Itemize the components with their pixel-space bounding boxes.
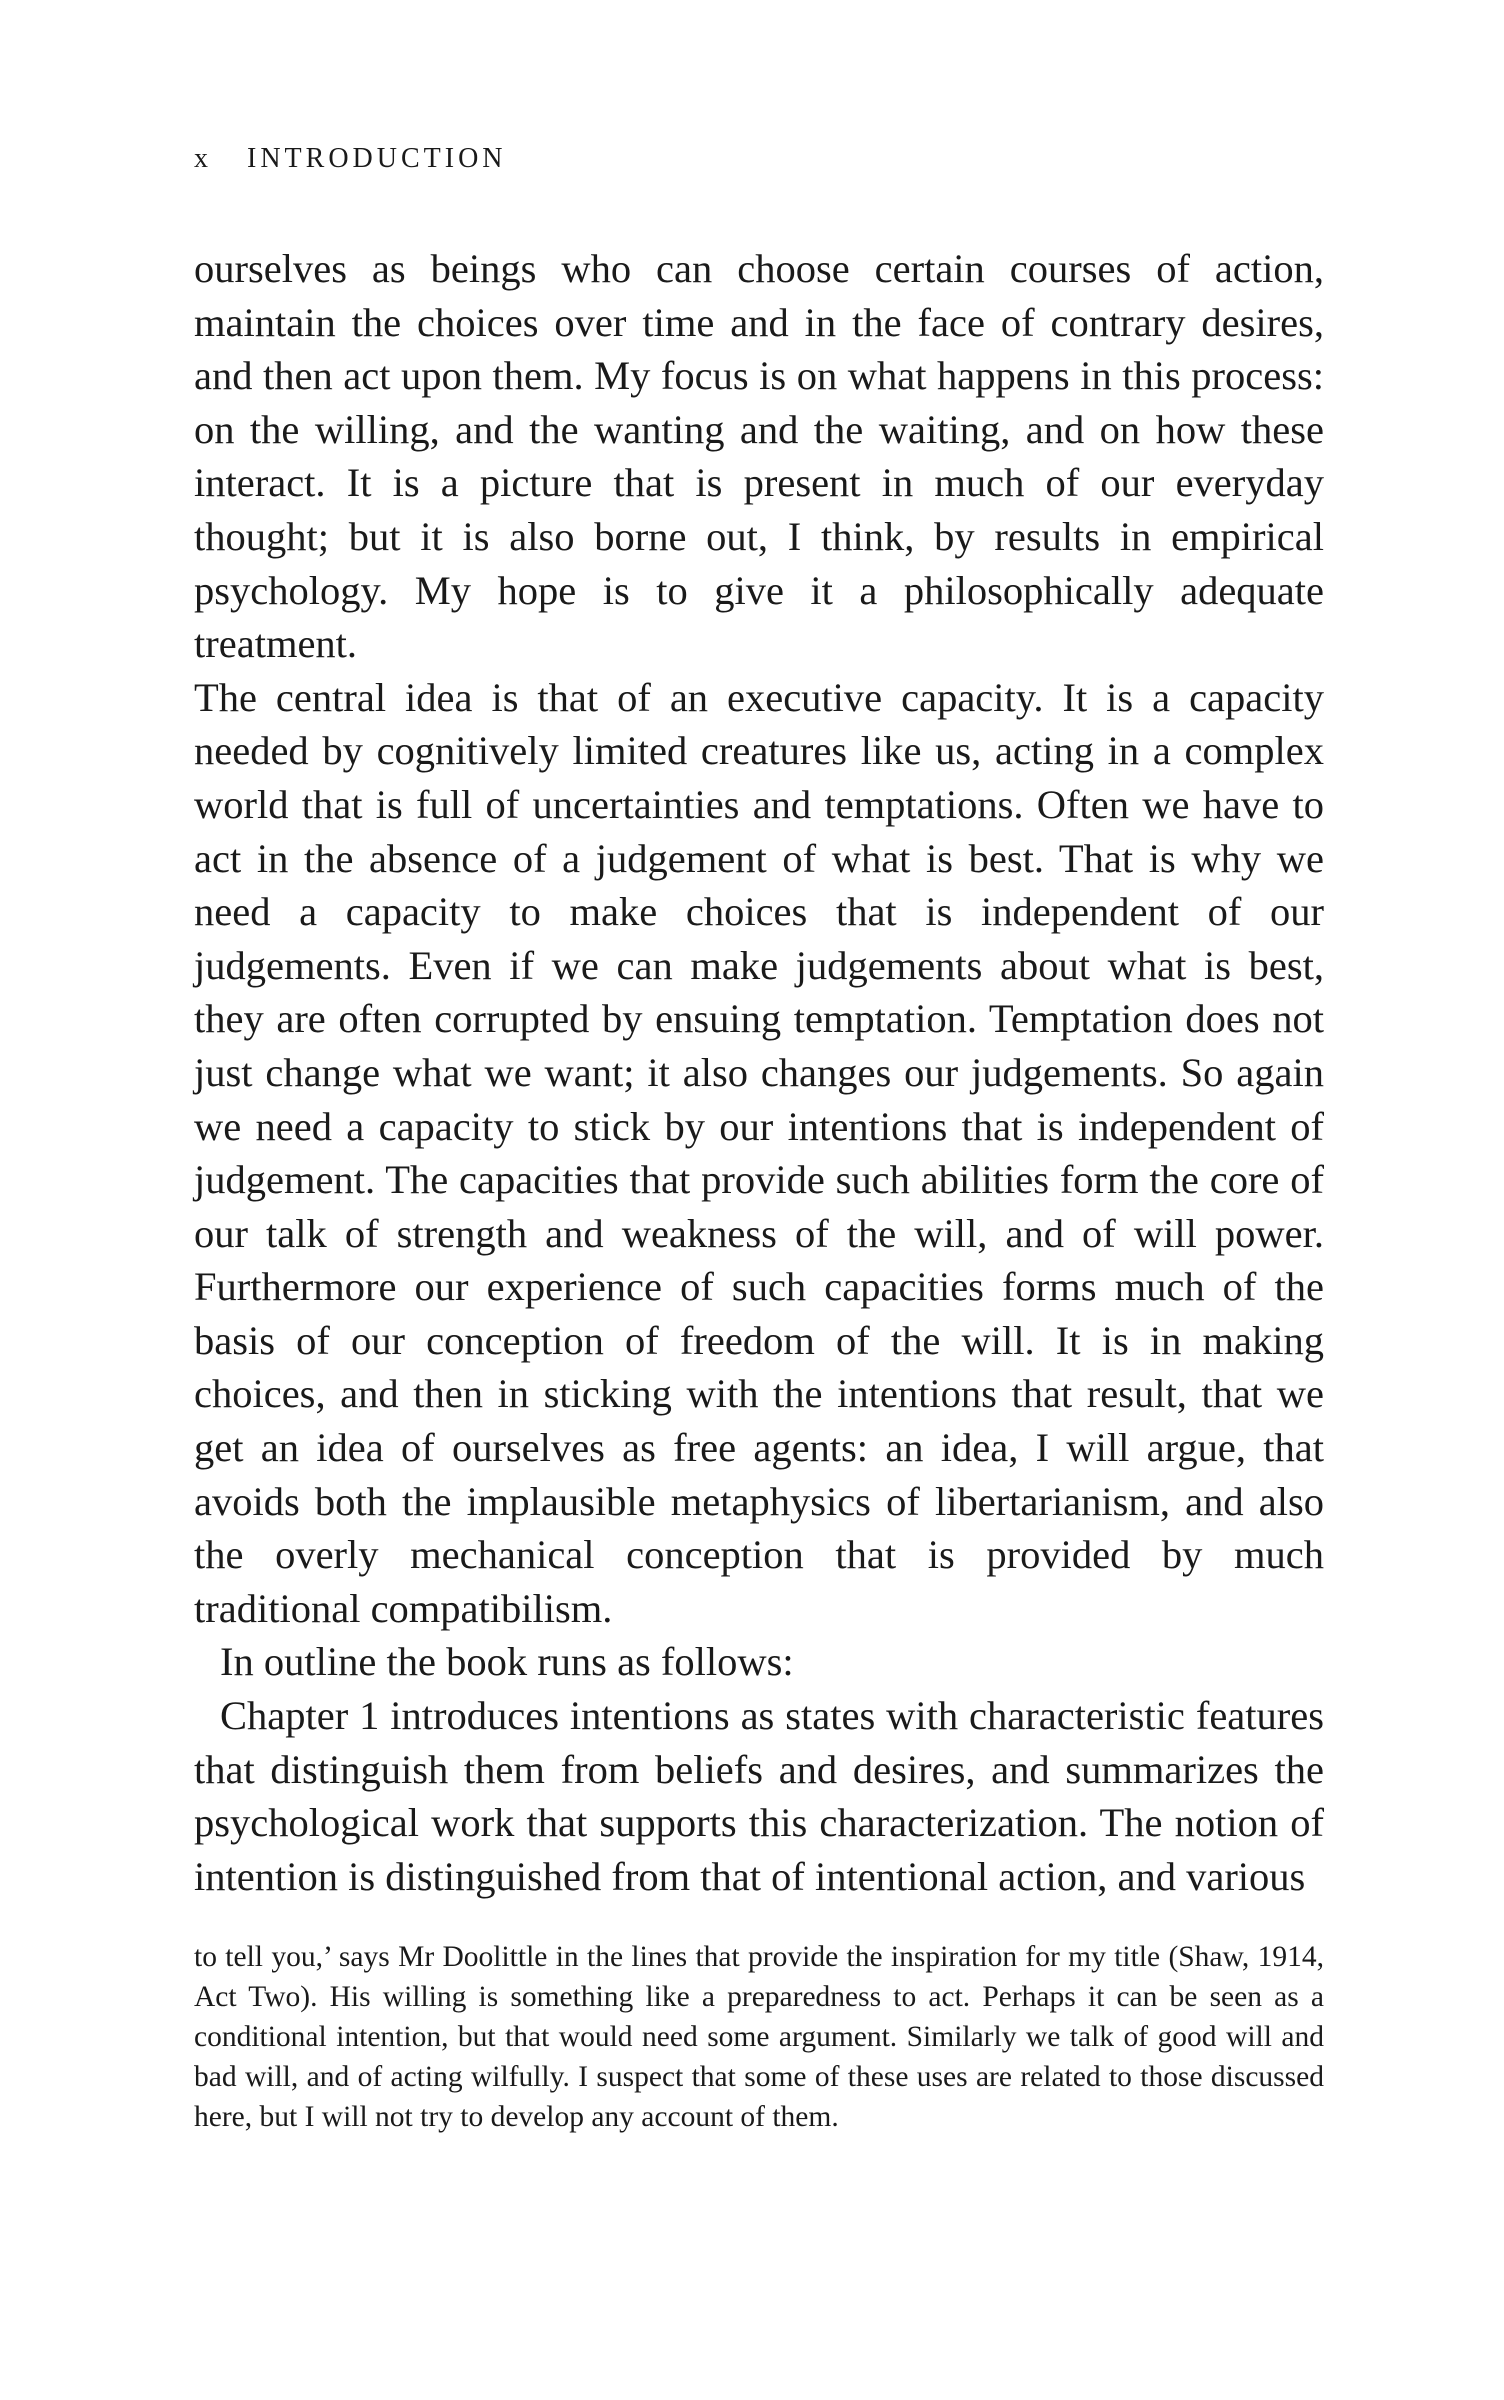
paragraph	[194, 671, 1324, 1636]
paragraph	[194, 1689, 1324, 1903]
paragraph	[194, 1635, 1324, 1689]
paragraph-text: Chapter 1 introduces intentions as states with characteristic features that distinguish them from beliefs and desires, and summarizes the psychological work that supports this characterization. The notion of intention is distinguished from that of intentional action, and various	[194, 1693, 1324, 1899]
chapter-title: INTRODUCTION	[247, 143, 507, 174]
paragraph: ourselves as beings who can choose certain courses of action, maintain the choices over time and in the face of contrary desires, and then act upon them. My focus is on what happens in this process: on the willing, and the wanting and the waiting, and on how these interact. It is a picture that is present in much of our everyday thought; but it is also borne out, I think, by results in empirical psychology. My hope is to give it a philosophically adequate treatment.	[194, 246, 1324, 667]
page-number: x	[194, 143, 212, 174]
paragraph-text: In outline the book runs as follows:	[220, 1639, 794, 1685]
paragraph-text: The central idea is that of an executive capacity. It is a capacity needed by cognitively limited creatures like us, acting in a complex world that is full of uncertainties and temptations. Often we have to act in the absence of a judgement of what is best. That is why we need a capacity to make choices that is independent of our judgements. Even if we can make judgements about what is best, they are often corrupted by ensuing temptation. Temptation does not just change what we want; it also changes our judgements. So again we need a capacity to stick by our intentions that is independent of judgement. The capacities that provide such abilities form the core of our talk of strength and weakness of the will, and of will power. Furthermore our experience of such capacities forms much of the basis of our conception of freedom of the will. It is in making choices, and then in sticking with the intentions that result, that we get an idea of ourselves as free agents: an idea, I will argue, that avoids both the implausible metaphysics of libertarianism, and also the overly mechanical conception that is provided by much traditional compatibilism.	[194, 674, 1324, 1631]
running-head	[194, 143, 507, 175]
body-text	[194, 242, 1324, 1903]
footnote: to tell you,’ says Mr Doolittle in the lines that provide the inspiration for my title (Shaw, 1914, Act Two). His willing is something like a preparedness to act. Perhaps it can be seen as a conditional intention, but that would need some argument. Similarly we talk of good will and bad will, and of acting wilfully. I suspect that some of these uses are related to those discussed here, but I will not try to develop any account of them.	[194, 1941, 1324, 2133]
